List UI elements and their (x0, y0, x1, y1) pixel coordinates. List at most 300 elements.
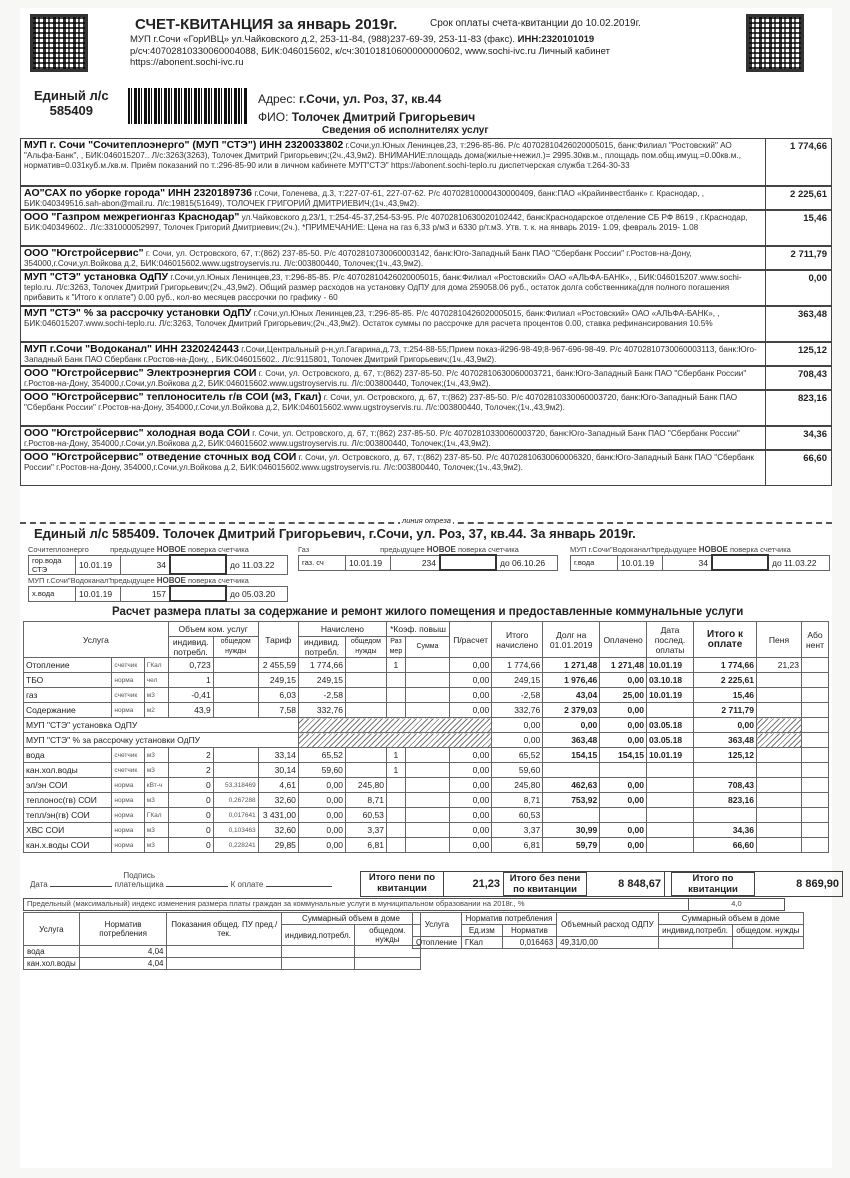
cell-cc: 8,71 (345, 793, 386, 808)
cell-pen (757, 673, 802, 688)
cell-total: 0,00 (492, 718, 543, 733)
cell-pen (757, 748, 802, 763)
cell-pen (757, 763, 802, 778)
meter-block (570, 545, 830, 571)
calc-row (24, 658, 829, 673)
cell-paid: 1 271,48 (600, 658, 647, 673)
provider-row (20, 306, 832, 342)
provider-name: ООО "Газпром межрегионгаз Краснодар" (24, 211, 240, 223)
meter-group: Сочитеплоэнерго (28, 545, 89, 554)
meter-block (298, 545, 558, 571)
cell-debt: 30,99 (543, 823, 600, 838)
cell-topay: 2 225,61 (694, 673, 757, 688)
index-value: 4,0 (688, 899, 784, 910)
cell-total: 60,53 (492, 808, 543, 823)
cell-basis: норма (112, 823, 144, 838)
provider-text: г. Сочи, ул. Островского, д. 67, т:(862) 237-85-50. Р/с 40702810330060003720, банк:Юго-Западный Банк ПАО "Сбербанк России" г.Ростов-на-Дону, 354000,г.Сочи,ул.Войкова д.2, БИК:046015602.www.ugstroyservis.ru. Л/с:003800440, Толочек;(1ч.,43,9м2). (24, 393, 738, 412)
cell-basis: норма (112, 838, 144, 853)
cell-topay: 125,12 (694, 748, 757, 763)
provider-amount: 66,60 (765, 451, 831, 485)
cell-cc (345, 688, 386, 703)
cell-date (647, 838, 694, 853)
th-coef-sum: Сумма (405, 637, 449, 658)
cell-total: 0,00 (492, 733, 543, 748)
cell-ks (405, 763, 449, 778)
meter-new-input[interactable] (170, 586, 226, 601)
cell-unit: чел (144, 673, 168, 688)
index-label: Предельный (максимальный) индекс изменения размера платы граждан за коммунальные услуги в муниципальном образовании на 2018г., % (27, 899, 525, 908)
cell-pen (757, 793, 802, 808)
cell-pen (757, 778, 802, 793)
th-coef-size: Раз мер (386, 637, 405, 658)
cell-topay: 2 711,79 (694, 703, 757, 718)
cell-debt (543, 808, 600, 823)
cell-name: теплонос(гв) СОИ (24, 793, 112, 808)
cell-cc: 60,53 (345, 808, 386, 823)
meter-prev: 34 (121, 555, 171, 574)
cell-ks (405, 658, 449, 673)
cell-ab (802, 673, 829, 688)
signature-label: Подпись плательщика (114, 871, 164, 889)
cell-debt: 154,15 (543, 748, 600, 763)
cell-k (386, 673, 405, 688)
cell-k: 1 (386, 763, 405, 778)
penalty-label: Итого пени по квитанции (361, 872, 444, 896)
cell-vc (213, 763, 258, 778)
th-tariff: Тариф (258, 622, 298, 658)
check-label: поверка счетчика (729, 545, 791, 554)
cell-ab (802, 793, 829, 808)
cell-basis: счетчик (112, 763, 144, 778)
provider-amount: 1 774,66 (765, 139, 831, 185)
calc-row (24, 673, 829, 688)
norm-indiv (658, 937, 732, 949)
provider-details (21, 451, 765, 485)
provider-name: ООО "Югстройсервис" холодная вода СОИ (24, 427, 250, 439)
cell-recalc: 0,00 (450, 703, 492, 718)
cell-tariff: 3 431,00 (258, 808, 298, 823)
norm-odpu: 49,31/0,00 (557, 937, 658, 949)
norm-row (24, 958, 421, 970)
nr-th-sum: Суммарный объем в доме (658, 913, 803, 925)
cell-vi: 0 (168, 838, 213, 853)
prev-label: предыдущее (110, 545, 155, 554)
cell-name: ТБО (24, 673, 112, 688)
cell-cc: 3,37 (345, 823, 386, 838)
cell-debt (543, 763, 600, 778)
meter-prev: 157 (121, 586, 171, 601)
cell-topay: 823,16 (694, 793, 757, 808)
cell-ci: 59,60 (298, 763, 345, 778)
account-label: Единый л/с (34, 88, 109, 103)
cell-total: 65,52 (492, 748, 543, 763)
th-service: Услуга (24, 622, 169, 658)
norm-common (354, 946, 420, 958)
cell-k (386, 793, 405, 808)
provider-text: г.Сочи,Центральный р-н,ул.Гагарина,д.73, т:254-88-55;Прием показ-й296-98-49;8-967-696-98-49. Р/с 40702810730060003113, банк:Юго-Западный Банк ПАО Сбербанк г.Ростов-на-Дону, , БИК:046015602.. Л/с:9115801, Толочек Дмитрий Григорьевич;(1ч.,43,9м2). (24, 345, 757, 364)
cell-ab (802, 763, 829, 778)
account-block (34, 88, 109, 118)
new-label: НОВОЕ (426, 545, 456, 554)
provider-name: ООО "Югстройсервис" отведение сточных вод СОИ (24, 451, 297, 463)
cell-total: 249,15 (492, 673, 543, 688)
meter-group: МУП г.Сочи"Водоканал" (570, 545, 654, 554)
provider-details (21, 427, 765, 449)
cell-basis: норма (112, 808, 144, 823)
cell-date: 03.05.18 (647, 733, 694, 748)
meter-new-input[interactable] (440, 555, 496, 570)
cell-tariff: 6,03 (258, 688, 298, 703)
cell-paid: 0,00 (600, 733, 647, 748)
cell-cc (345, 673, 386, 688)
calc-table (23, 621, 829, 853)
address-value: г.Сочи, ул. Роз, 37, кв.44 (299, 92, 442, 106)
meter-table (28, 554, 288, 575)
cell-unit: м3 (144, 793, 168, 808)
meter-name: газ. сч (299, 555, 346, 570)
nr-th-odpu: Объемный расход ОДПУ (557, 913, 658, 937)
nl-th-norm: Норматив потребления (79, 913, 167, 946)
cell-tariff: 30,14 (258, 763, 298, 778)
qr-code-left (30, 14, 88, 72)
calc-row (24, 778, 829, 793)
cell-k (386, 688, 405, 703)
cell-date: 03.05.18 (647, 718, 694, 733)
provider-name: ООО "Югстройсервис" (24, 247, 144, 259)
cell-ab (802, 823, 829, 838)
invoice-title: СЧЕТ-КВИТАНЦИЯ за январь 2019г. (135, 16, 398, 33)
payer-info (258, 90, 475, 126)
cell-ab (802, 778, 829, 793)
cell-tariff: 2 455,59 (258, 658, 298, 673)
cell-date (647, 808, 694, 823)
cell-ab (802, 688, 829, 703)
cell-recalc: 0,00 (450, 778, 492, 793)
cell-paid: 0,00 (600, 793, 647, 808)
meter-block (28, 545, 288, 575)
cell-name: эл/эн СОИ (24, 778, 112, 793)
cell-paid: 0,00 (600, 838, 647, 853)
cell-pen: 21,23 (757, 658, 802, 673)
cell-vc: 0,267288 (213, 793, 258, 808)
cell-basis: норма (112, 703, 144, 718)
cut-line-label: линия отреза (402, 516, 451, 525)
org-line-3: https://abonent.sochi-ivc.ru (130, 57, 244, 68)
norm-value: 4,04 (79, 946, 167, 958)
cell-ci: 332,76 (298, 703, 345, 718)
cell-vc (213, 688, 258, 703)
nr-th-norm: Норматив потребления (461, 913, 556, 925)
calc-title: Расчет размера платы за содержание и ремонт жилого помещения и предоставленные коммунальные услуги (112, 606, 744, 618)
cell-name: кан.хол.воды (24, 763, 112, 778)
cell-paid: 0,00 (600, 718, 647, 733)
cell-debt: 462,63 (543, 778, 600, 793)
meter-new-input[interactable] (712, 555, 768, 570)
cell-date (647, 703, 694, 718)
cell-vi: 1 (168, 673, 213, 688)
cell-debt: 43,04 (543, 688, 600, 703)
fio-label: ФИО: (258, 110, 289, 124)
calc-row (24, 838, 829, 853)
cell-name: кан.х.воды СОИ (24, 838, 112, 853)
cell-total: 1 774,66 (492, 658, 543, 673)
provider-row (20, 450, 832, 486)
cell-ab (802, 733, 829, 748)
cell-date: 10.01.19 (647, 688, 694, 703)
provider-details (21, 187, 765, 209)
th-penalty: Пеня (757, 622, 802, 658)
norm-common (732, 937, 803, 949)
norm-indiv (282, 958, 355, 970)
nl-th-sum: Суммарный объем в доме (282, 913, 421, 925)
provider-text: г.Сочи, Голенева, д.3, т:227-07-61, 227-07-62. Р/с 40702810000430000409, банк:ПАО «Крайинвестбанк» г. Краснодар, , БИК:040349516.sah-abon@mail.ru. Л/с:19815(51649), ТОЛОЧЕК ГРИГОРИЙ ДМИТРИЕВИЧ;(1ч.,43,9м2). (24, 189, 705, 208)
cell-date (647, 823, 694, 838)
cell-tariff: 4,61 (258, 778, 298, 793)
address-label: Адрес: (258, 92, 296, 106)
cell-basis: счетчик (112, 688, 144, 703)
provider-row (20, 138, 832, 186)
meter-date: 10.01.19 (76, 586, 121, 601)
cell-cc (345, 748, 386, 763)
meter-check: до 05.03.20 (226, 586, 288, 601)
grand-total: 8 869,90 (796, 878, 839, 890)
cell-basis: счетчик (112, 748, 144, 763)
cell-unit: ГКал (144, 808, 168, 823)
check-label: поверка счетчика (187, 576, 249, 585)
cell-tariff: 29,85 (258, 838, 298, 853)
account-number: 585409 (49, 103, 93, 118)
cell-pen (757, 703, 802, 718)
cell-vi: 2 (168, 763, 213, 778)
cell-vi: -0,41 (168, 688, 213, 703)
meter-name: г.вода (571, 555, 618, 570)
norm-value: 4,04 (79, 958, 167, 970)
th-paid: Оплачено (600, 622, 647, 658)
cell-paid (600, 763, 647, 778)
to-pay-label: К оплате (230, 880, 264, 889)
cell-total: 3,37 (492, 823, 543, 838)
cell-total: 8,71 (492, 793, 543, 808)
th-charged: Начислено (298, 622, 386, 637)
cell-topay (694, 763, 757, 778)
provider-name: ООО "Югстройсервис" теплоноситель г/в СОИ (м3, Гкал) (24, 391, 322, 403)
provider-text: г. Сочи, ул. Островского, д. 67, т:(862) 237-85-50. Р/с 40702810630060003721, банк:Юго-Западный Банк ПАО "Сбербанк России" г.Ростов-на-Дону, 354000,г.Сочи,ул.Войкова д.2, БИК:046015602.www.ugstroyservis.ru. Л/с:003800440, Толочек;(1ч.,43,9м2). (24, 369, 747, 388)
norm-service: кан.хол.воды (24, 958, 80, 970)
nr-th-service: Услуга (413, 913, 462, 937)
norm-value: 0,016463 (502, 937, 556, 949)
cell-k (386, 808, 405, 823)
barcode (128, 88, 248, 124)
norm-common (354, 958, 420, 970)
provider-amount: 363,48 (765, 307, 831, 341)
cell-ci: 249,15 (298, 673, 345, 688)
cell-vi: 43,9 (168, 703, 213, 718)
meter-prev: 234 (391, 555, 441, 570)
hatched-cell (757, 718, 802, 733)
cell-unit: м3 (144, 838, 168, 853)
norm-service: Отопление (413, 937, 462, 949)
cell-vi: 0 (168, 808, 213, 823)
provider-row (20, 342, 832, 366)
cell-vc (213, 703, 258, 718)
calc-row (24, 823, 829, 838)
hatched-cell (298, 718, 491, 733)
provider-text: г. Сочи, ул. Островского, д. 67, т:(862) 237-85-50. Р/с 40702810330060003720, банк:Юго-Западный Банк ПАО "Сбербанк России" г.Ростов-на-Дону, 354000,г.Сочи,ул.Войкова д.2, БИК:046015602.www.ugstroyservis.ru. Л/с:003800440, Толочек;(1ч.,43,9м2). (24, 429, 740, 448)
check-label: поверка счетчика (187, 545, 249, 554)
nl-th-indiv: индивид.потребл. (282, 925, 355, 946)
cell-cc (345, 658, 386, 673)
org-line-2: р/сч:40702810330060004088, БИК:046015602, к/сч:30101810600000000602, www.sochi-ivc.ru Личный кабинет (130, 45, 610, 57)
provider-details (21, 271, 765, 305)
norm-readings (167, 946, 282, 958)
cell-vi: 0 (168, 778, 213, 793)
cell-name: МУП "СТЭ" установка ОдПУ (24, 718, 299, 733)
norm-row (24, 946, 421, 958)
nr-th-normv: Норматив (502, 925, 556, 937)
th-recalc: П/расчет (450, 622, 492, 658)
cell-name: Отопление (24, 658, 112, 673)
meter-prev: 34 (663, 555, 713, 570)
cell-recalc: 0,00 (450, 793, 492, 808)
cell-tariff: 7,58 (258, 703, 298, 718)
cell-paid: 0,00 (600, 823, 647, 838)
th-to-pay: Итого к оплате (694, 622, 757, 658)
meter-new-input[interactable] (170, 555, 226, 574)
date-label: Дата (30, 880, 48, 889)
meter-name: гор.вода СТЭ (29, 555, 76, 574)
meter-date: 10.01.19 (346, 555, 391, 570)
totals-box (360, 871, 843, 897)
cell-ks (405, 673, 449, 688)
meter-check: до 11.03.22 (226, 555, 288, 574)
nr-th-unit: Ед.изм (461, 925, 502, 937)
invoice-page (20, 8, 839, 1168)
provider-text: ул.Чайковского д.23/1, т:254-45-37,254-53-95. Р/с 40702810630020102442, банк:Краснодарское отделение СБ РФ 8619 , г.Краснодар, БИК:040349602.. Л/с:331000052997, Толочек Григорий Дмитриевич;(2ч.). *ПРИМЕЧАНИЕ: Цена на газ 6,33 р/м3 и 6330 р/т.м3. Утв. т. к. на январь 2019- 1.09, февраль 2019- 1.08 (24, 213, 748, 232)
cell-recalc: 0,00 (450, 658, 492, 673)
cell-ks (405, 793, 449, 808)
norm-readings (167, 958, 282, 970)
cell-name: тепл/эн(гв) СОИ (24, 808, 112, 823)
cell-debt: 2 379,03 (543, 703, 600, 718)
provider-row (20, 366, 832, 390)
cell-ks (405, 778, 449, 793)
cell-unit: кВт-ч (144, 778, 168, 793)
provider-name: МУП г.Сочи "Водоканал" ИНН 2320242443 (24, 343, 239, 355)
cell-ab (802, 658, 829, 673)
org-info (130, 34, 730, 69)
provider-amount: 125,12 (765, 343, 831, 365)
th-last-paid: Дата послед. оплаты (647, 622, 694, 658)
th-vol-indiv: индивид. потребл. (168, 637, 213, 658)
provider-amount: 708,43 (765, 367, 831, 389)
calc-row (24, 703, 829, 718)
cell-topay: 15,46 (694, 688, 757, 703)
due-date: Срок оплаты счета-квитанции до 10.02.2019г. (430, 18, 641, 29)
cell-topay: 34,36 (694, 823, 757, 838)
cell-ab (802, 838, 829, 853)
provider-row (20, 426, 832, 450)
cell-tariff: 32,60 (258, 823, 298, 838)
cell-vc: 0,017641 (213, 808, 258, 823)
calc-row (24, 808, 829, 823)
meter-table (298, 554, 558, 571)
cell-recalc: 0,00 (450, 808, 492, 823)
cell-tariff: 249,15 (258, 673, 298, 688)
provider-text: г. Сочи, ул. Островского, д. 67, т:(862) 237-85-50. Р/с 40702810630060006320, банк:Юго-Западный Банк ПАО "Сбербанк России" г.Ростов-на-Дону, 354000,г.Сочи,ул.Войкова д.2, БИК:046015602.www.ugstroyservis.ru. Л/с:003800440, Толочек;(1ч.,43,9м2). (24, 453, 754, 472)
provider-name: АО"САХ по уборке города" ИНН 2320189736 (24, 187, 253, 199)
calc-row (24, 748, 829, 763)
provider-text: г.Сочи,ул.Юных Ленинцев,23, т:296-85-85. Р/с 40702810426020005015, банк:Филиал «Ростовский» ОАО «АЛЬФА-БАНК», , БИК:046015207.www.sochi-teplo.ru. Л/с:3263, Толочек Дмитрий Григорьевич;(2ч.,43,9м2). Остаток суммы по рассрочке для расчета процентов 0.00, ставка рефинансирования 10.5% (24, 309, 720, 328)
cell-basis: норма (112, 793, 144, 808)
cell-vi: 0 (168, 793, 213, 808)
cell-ab (802, 718, 829, 733)
cell-topay: 66,60 (694, 838, 757, 853)
provider-details (21, 343, 765, 365)
norms-table-left (23, 912, 421, 970)
cell-ks (405, 703, 449, 718)
meter-check: до 06.10.26 (496, 555, 558, 570)
provider-amount: 823,16 (765, 391, 831, 425)
th-ch-common: общедом нужды (345, 637, 386, 658)
cell-recalc: 0,00 (450, 823, 492, 838)
cell-vc: 0,103463 (213, 823, 258, 838)
cell-topay (694, 808, 757, 823)
cell-total: 245,80 (492, 778, 543, 793)
cell-ci: 0,00 (298, 838, 345, 853)
cell-name: ХВС СОИ (24, 823, 112, 838)
org-inn: ИНН:2320101019 (517, 34, 595, 45)
cell-unit: ГКал (144, 658, 168, 673)
meter-table (28, 585, 288, 602)
cell-unit: м3 (144, 688, 168, 703)
cell-k (386, 703, 405, 718)
cell-k (386, 823, 405, 838)
cell-date (647, 793, 694, 808)
cell-basis: норма (112, 673, 144, 688)
provider-name: ООО "Югстройсервис" Электроэнергия СОИ (24, 367, 257, 379)
th-subscriber: Або нент (802, 622, 829, 658)
th-coef: *Коэф. повыш (386, 622, 449, 637)
cell-recalc: 0,00 (450, 673, 492, 688)
nr-th-indiv: индивид.потребл. (658, 925, 732, 937)
cell-basis: счетчик (112, 658, 144, 673)
grand-total-label: Итого по квитанции (671, 872, 755, 896)
cell-unit: м3 (144, 748, 168, 763)
cell-ks (405, 823, 449, 838)
cell-vc: 53,318469 (213, 778, 258, 793)
cell-ci: 0,00 (298, 823, 345, 838)
provider-name: МУП "СТЭ" % за рассрочку установки ОдПУ (24, 307, 252, 319)
cell-ci: 1 774,66 (298, 658, 345, 673)
cell-debt: 363,48 (543, 733, 600, 748)
cell-debt: 753,92 (543, 793, 600, 808)
cell-paid: 25,00 (600, 688, 647, 703)
cell-ci: 65,52 (298, 748, 345, 763)
nl-th-service: Услуга (24, 913, 80, 946)
th-vol-common: общедом нужды (213, 637, 258, 658)
org-line-1: МУП г.Сочи «ГорИВЦ» ул.Чайковского д.2, 253-11-84, (988)237-69-39, 253-11-83 (факс). (130, 34, 515, 45)
cell-pen (757, 838, 802, 853)
cell-date: 10.01.19 (647, 658, 694, 673)
provider-row (20, 210, 832, 246)
cell-name: газ (24, 688, 112, 703)
providers-title: Сведения об исполнителях услуг (322, 125, 489, 136)
cell-debt: 1 976,46 (543, 673, 600, 688)
cell-date (647, 763, 694, 778)
cell-paid: 0,00 (600, 778, 647, 793)
cell-ci: 0,00 (298, 778, 345, 793)
cell-k: 1 (386, 748, 405, 763)
